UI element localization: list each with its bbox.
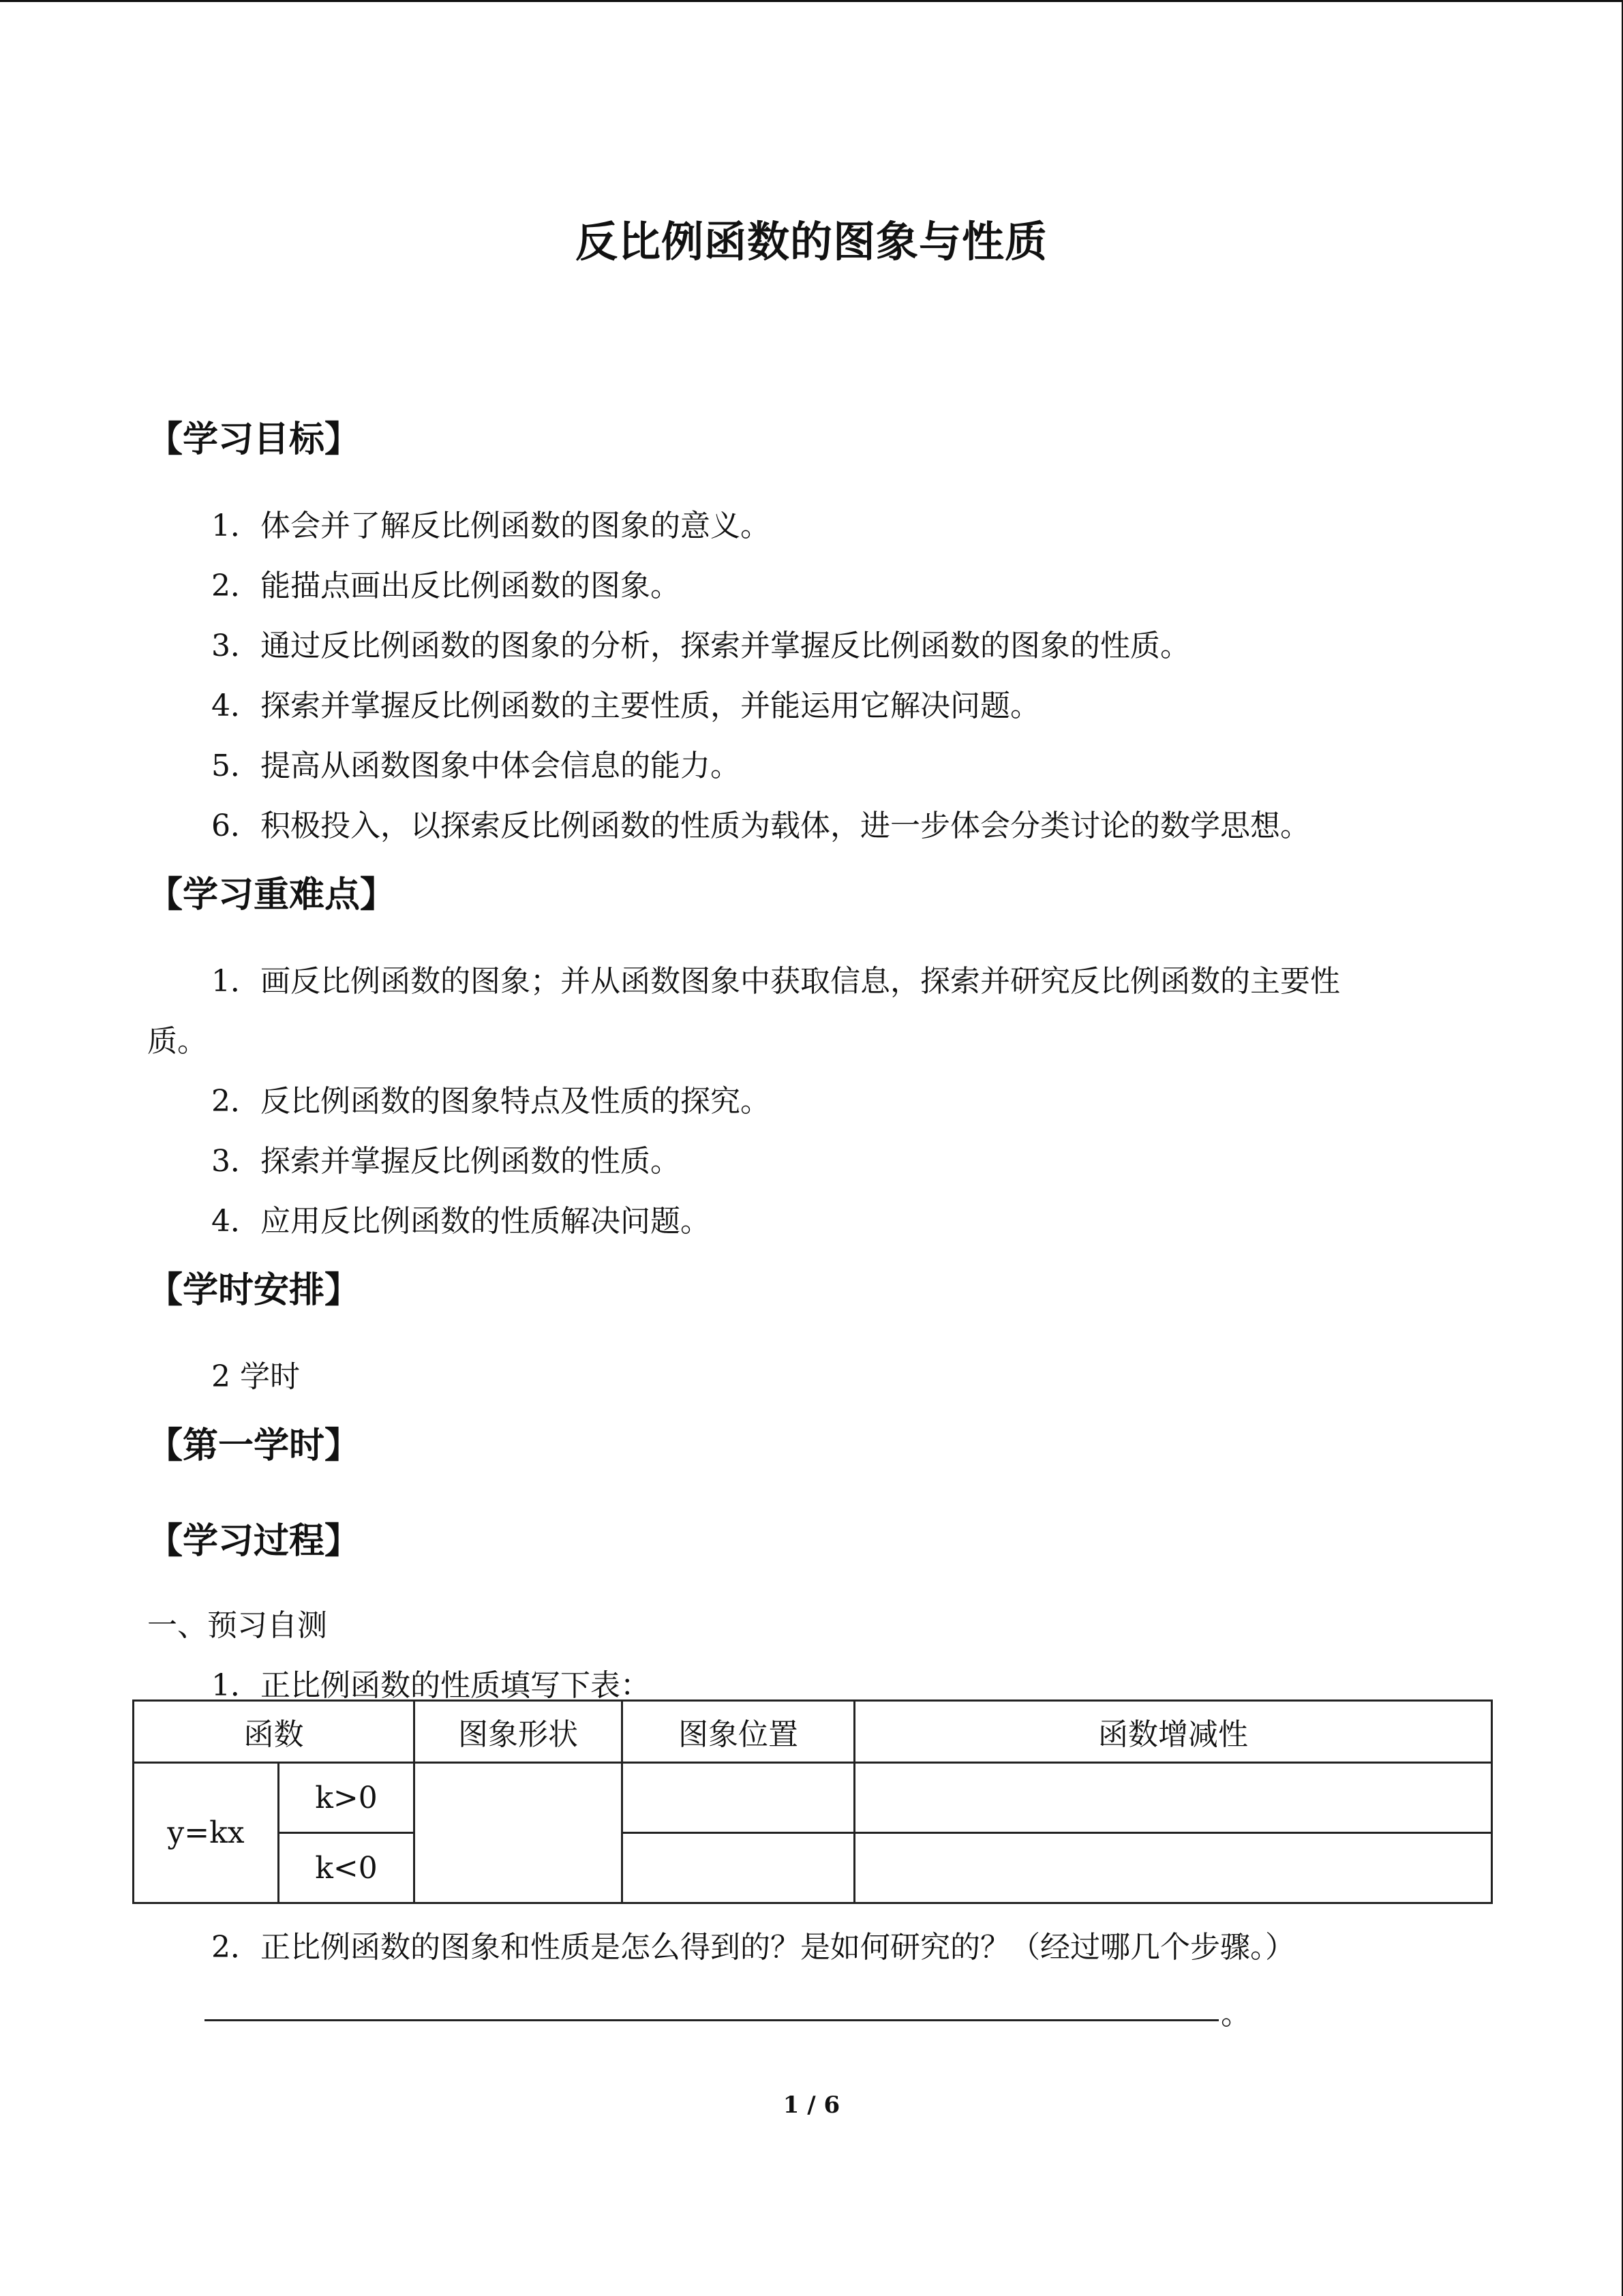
objective-item: 3．通过反比例函数的图象的分析，探索并掌握反比例函数的图象的性质。 [211, 629, 1190, 663]
page-title: 反比例函数的图象与性质 [575, 217, 1048, 267]
shape-answer-cell[interactable] [414, 1763, 622, 1903]
objective-item: 5．提高从函数图象中体会信息的能力。 [211, 749, 740, 783]
header-function: 函数 [134, 1701, 414, 1763]
objective-item: 4．探索并掌握反比例函数的主要性质，并能运用它解决问题。 [211, 689, 1040, 723]
answer-end-period: 。 [1221, 1997, 1251, 2031]
monotonicity-answer-cell-negative[interactable] [855, 1833, 1492, 1903]
key-point-item: 1．画反比例函数的图象；并从函数图象中获取信息，探索并研究反比例函数的主要性 [211, 964, 1340, 999]
schedule-text: 2 学时 [211, 1359, 300, 1394]
monotonicity-answer-cell-positive[interactable] [855, 1763, 1492, 1833]
header-monotonicity: 函数增减性 [855, 1701, 1492, 1763]
objectives-heading: 【学习目标】 [147, 419, 361, 460]
schedule-heading: 【学时安排】 [147, 1270, 361, 1311]
objective-item: 1．体会并了解反比例函数的图象的意义。 [211, 509, 770, 543]
position-answer-cell-negative[interactable] [622, 1833, 855, 1903]
objective-item: 2．能描点画出反比例函数的图象。 [211, 569, 680, 603]
question-2: 2．正比例函数的图象和性质是怎么得到的？是如何研究的？（经过哪几个步骤。） [211, 1930, 1295, 1965]
key-point-item-continuation: 质。 [147, 1024, 207, 1059]
key-point-item: 2．反比例函数的图象特点及性质的探究。 [211, 1084, 770, 1119]
key-point-item: 3．探索并掌握反比例函数的性质。 [211, 1144, 680, 1179]
preview-part-title: 一、预习自测 [147, 1608, 327, 1643]
case-k-positive: k>0 [279, 1763, 414, 1833]
question-1: 1．正比例函数的性质填写下表： [211, 1668, 650, 1703]
header-position: 图象位置 [622, 1701, 855, 1763]
key-points-heading: 【学习重难点】 [147, 875, 396, 916]
properties-table [132, 1700, 1493, 1904]
case-k-negative: k<0 [279, 1833, 414, 1903]
key-point-item: 4．应用反比例函数的性质解决问题。 [211, 1204, 710, 1239]
position-answer-cell-positive[interactable] [622, 1763, 855, 1833]
page-number: 1 / 6 [783, 2091, 840, 2119]
function-label: y=kx [134, 1763, 279, 1903]
answer-blank-line[interactable] [204, 2019, 1219, 2021]
objective-item: 6．积极投入，以探索反比例函数的性质为载体，进一步体会分类讨论的数学思想。 [211, 809, 1310, 843]
header-shape: 图象形状 [414, 1701, 622, 1763]
first-period-heading: 【第一学时】 [147, 1425, 361, 1466]
process-heading: 【学习过程】 [147, 1521, 361, 1562]
